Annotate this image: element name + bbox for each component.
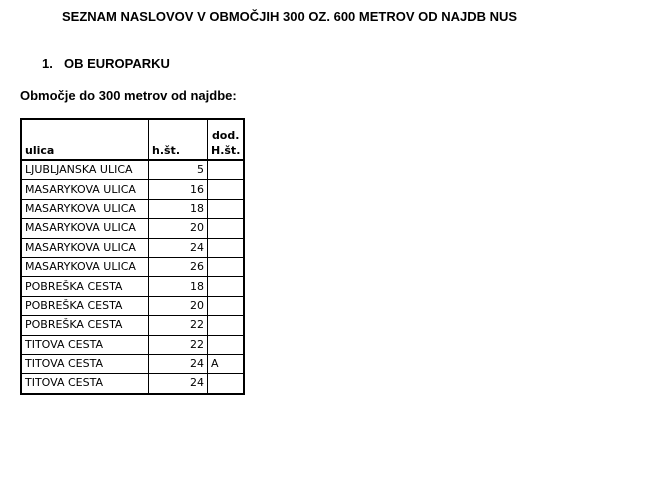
- cell-house-number: 26: [149, 257, 208, 276]
- cell-house-number: 18: [149, 277, 208, 296]
- cell-extra-number: [208, 199, 245, 218]
- cell-street: MASARYKOVA ULICA: [21, 180, 149, 199]
- cell-house-number: 18: [149, 199, 208, 218]
- cell-street: POBREŠKA CESTA: [21, 296, 149, 315]
- table-row: [21, 296, 244, 315]
- cell-extra-number: [208, 316, 245, 335]
- cell-street: POBREŠKA CESTA: [21, 277, 149, 296]
- cell-house-number: 5: [149, 160, 208, 180]
- table-row: [21, 219, 244, 238]
- cell-extra-number: [208, 160, 245, 180]
- cell-street: MASARYKOVA ULICA: [21, 219, 149, 238]
- cell-extra-number: [208, 335, 245, 354]
- cell-extra-number: [208, 180, 245, 199]
- cell-extra-number: [208, 257, 245, 276]
- table-row: [21, 257, 244, 276]
- cell-extra-number: [208, 277, 245, 296]
- header-extra-number: [208, 119, 245, 160]
- cell-extra-number: [208, 296, 245, 315]
- cell-house-number: 22: [149, 335, 208, 354]
- cell-street: MASARYKOVA ULICA: [21, 238, 149, 257]
- cell-street: TITOVA CESTA: [21, 354, 149, 373]
- cell-street: MASARYKOVA ULICA: [21, 257, 149, 276]
- cell-house-number: 20: [149, 219, 208, 238]
- table-row: [21, 354, 244, 373]
- cell-street: POBREŠKA CESTA: [21, 316, 149, 335]
- section-title: OB EUROPARKU: [64, 56, 170, 71]
- cell-street: LJUBLJANSKA ULICA: [21, 160, 149, 180]
- section-number: 1.: [42, 56, 53, 71]
- header-extra-line2: H.št.: [211, 144, 241, 157]
- section-heading: [42, 56, 170, 71]
- cell-extra-number: A: [208, 354, 245, 373]
- header-house-number: h.št.: [149, 119, 208, 160]
- cell-street: TITOVA CESTA: [21, 374, 149, 394]
- cell-house-number: 22: [149, 316, 208, 335]
- table-row: [21, 180, 244, 199]
- cell-extra-number: [208, 219, 245, 238]
- table-header-row: [21, 119, 244, 160]
- table-row: [21, 160, 244, 180]
- cell-extra-number: [208, 374, 245, 394]
- header-street: ulica: [21, 119, 149, 160]
- table-row: [21, 277, 244, 296]
- cell-house-number: 16: [149, 180, 208, 199]
- table-row: [21, 374, 244, 394]
- cell-street: TITOVA CESTA: [21, 335, 149, 354]
- address-table: [20, 118, 245, 395]
- table-row: [21, 199, 244, 218]
- header-extra-line1: dod.: [211, 129, 240, 142]
- table-row: [21, 335, 244, 354]
- cell-house-number: 20: [149, 296, 208, 315]
- cell-house-number: 24: [149, 354, 208, 373]
- cell-house-number: 24: [149, 374, 208, 394]
- cell-street: MASARYKOVA ULICA: [21, 199, 149, 218]
- area-subheading: Območje do 300 metrov od najdbe:: [20, 88, 237, 103]
- table-row: [21, 238, 244, 257]
- document-title: SEZNAM NASLOVOV V OBMOČJIH 300 OZ. 600 METROV OD NAJDB NUS: [62, 9, 518, 24]
- table-row: [21, 316, 244, 335]
- cell-extra-number: [208, 238, 245, 257]
- cell-house-number: 24: [149, 238, 208, 257]
